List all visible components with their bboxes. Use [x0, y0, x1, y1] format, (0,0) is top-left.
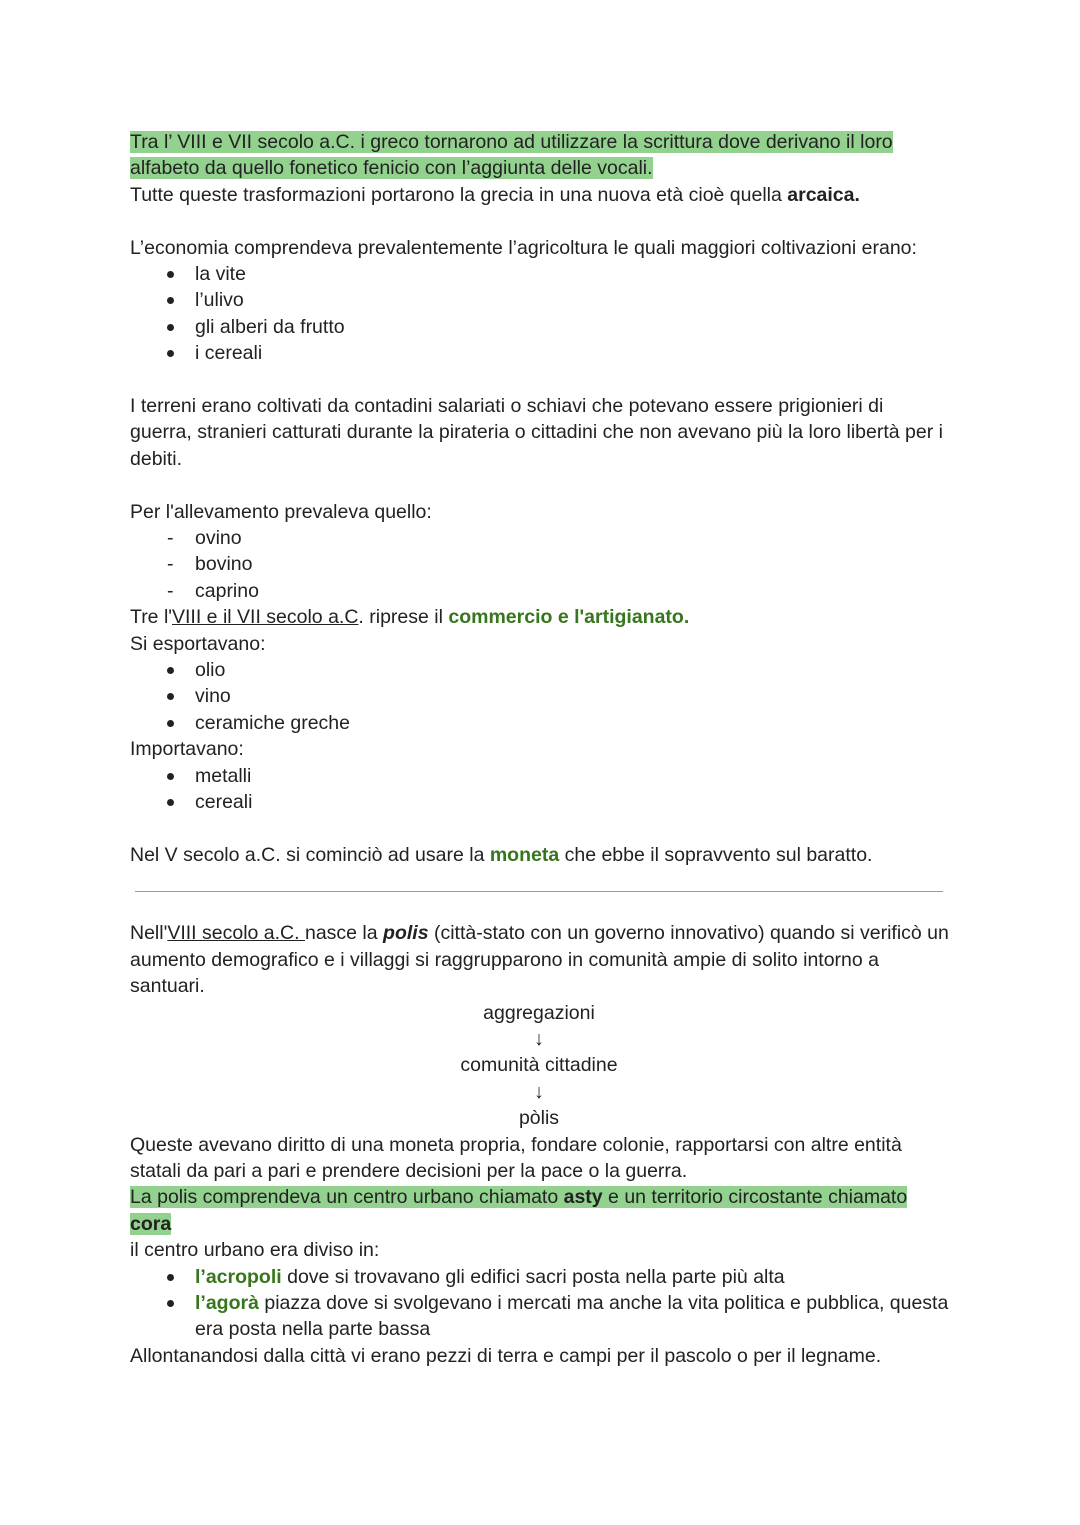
flow-step: comunità cittadine: [460, 1054, 618, 1077]
paragraph-rights: Queste avevano diritto di una moneta propria, fondare colonie, rapportarsi con altre entità statali da pari a pari e prendere decisioni per la pace o la guerra.: [130, 1133, 902, 1182]
export-intro: Si esportavano:: [130, 632, 266, 655]
crops-list: [130, 261, 950, 367]
bold-term-asty: asty: [563, 1186, 603, 1209]
horizontal-divider: [135, 891, 943, 892]
down-arrow-icon: ↓: [534, 1080, 544, 1103]
list-item: la vite: [130, 261, 950, 287]
paragraph-archaic: Tutte queste trasformazioni portarono la grecia in una nuova età cioè quella arcaica.: [130, 183, 860, 206]
bold-italic-term-polis: polis: [383, 922, 429, 945]
list-item: l’ulivo: [130, 287, 950, 313]
list-item: vino: [130, 683, 950, 709]
list-item: i cereali: [130, 340, 950, 366]
list-item: cereali: [130, 789, 950, 815]
highlighted-sentence: La polis comprendeva un centro urbano chiamato asty e un territorio circostante chiamato cora: [130, 1186, 908, 1235]
urban-parts-list: [130, 1264, 950, 1343]
list-item: l’acropoli dove si trovavano gli edifici sacri posta nella parte più alta: [130, 1264, 950, 1290]
flow-step: aggregazioni: [483, 1001, 595, 1024]
bold-term-arcaica: arcaica.: [787, 183, 860, 206]
green-term-commerce: commercio e l'artigianato.: [448, 606, 690, 629]
list-item: - caprino: [130, 578, 950, 604]
list-item: metalli: [130, 763, 950, 789]
paragraph-land: I terreni erano coltivati da contadini salariati o schiavi che potevano essere prigionieri di guerra, stranieri catturati durante la pirateria o cittadini che non avevano più la loro libertà per i debiti.: [130, 395, 943, 470]
list-item: - ovino: [130, 525, 950, 551]
underlined-date: VIII e il VII secolo a.C: [172, 606, 359, 629]
underlined-date: VIII secolo a.C.: [167, 922, 305, 945]
green-term-moneta: moneta: [489, 843, 560, 866]
exports-list: [130, 657, 950, 736]
green-term-acropoli: l’acropoli: [195, 1265, 282, 1288]
economy-intro: L’economia comprendeva prevalentemente l’agricoltura le quali maggiori coltivazioni erano:: [130, 236, 917, 259]
document-body: [130, 129, 950, 1369]
paragraph-polis: Nell'VIII secolo a.C. nasce la polis (città-stato con un governo innovativo) quando si verificò un aumento demografico e i villaggi si raggrupparono in comunità ampie di solito intorno a santuari.: [130, 922, 949, 998]
center-intro: il centro urbano era diviso in:: [130, 1239, 380, 1262]
paragraph-writing: [130, 129, 950, 182]
down-arrow-icon: ↓: [534, 1027, 544, 1050]
list-item: olio: [130, 657, 950, 683]
paragraph-money: Nel V secolo a.C. si cominciò ad usare la moneta che ebbe il sopravvento sul baratto.: [130, 843, 873, 866]
list-item: l’agorà piazza dove si svolgevano i mercati ma anche la vita politica e pubblica, questa era posta nella parte bassa: [130, 1290, 950, 1343]
flow-step: pòlis: [518, 1107, 560, 1130]
imports-list: [130, 763, 950, 816]
paragraph-outro: Allontanandosi dalla città vi erano pezzi di terra e campi per il pascolo o per il legname.: [130, 1344, 882, 1367]
paragraph-asty-cora: [130, 1184, 950, 1237]
list-item: ceramiche greche: [130, 710, 950, 736]
list-item: - bovino: [130, 551, 950, 577]
green-term-agora: l’agorà: [195, 1292, 259, 1314]
bold-term-cora: cora: [130, 1212, 172, 1235]
livestock-list: [130, 525, 950, 604]
highlighted-sentence: Tra l’ VIII e VII secolo a.C. i greco tornarono ad utilizzare la scrittura dove derivano il loro alfabeto da quello fonetico fenicio con l’aggiunta delle vocali.: [130, 131, 893, 180]
livestock-intro: Per l'allevamento prevaleva quello:: [130, 500, 432, 523]
paragraph-trade: Tre l'VIII e il VII secolo a.C. riprese il commercio e l'artigianato.: [130, 606, 690, 629]
import-intro: Importavano:: [130, 738, 244, 761]
list-item: gli alberi da frutto: [130, 314, 950, 340]
